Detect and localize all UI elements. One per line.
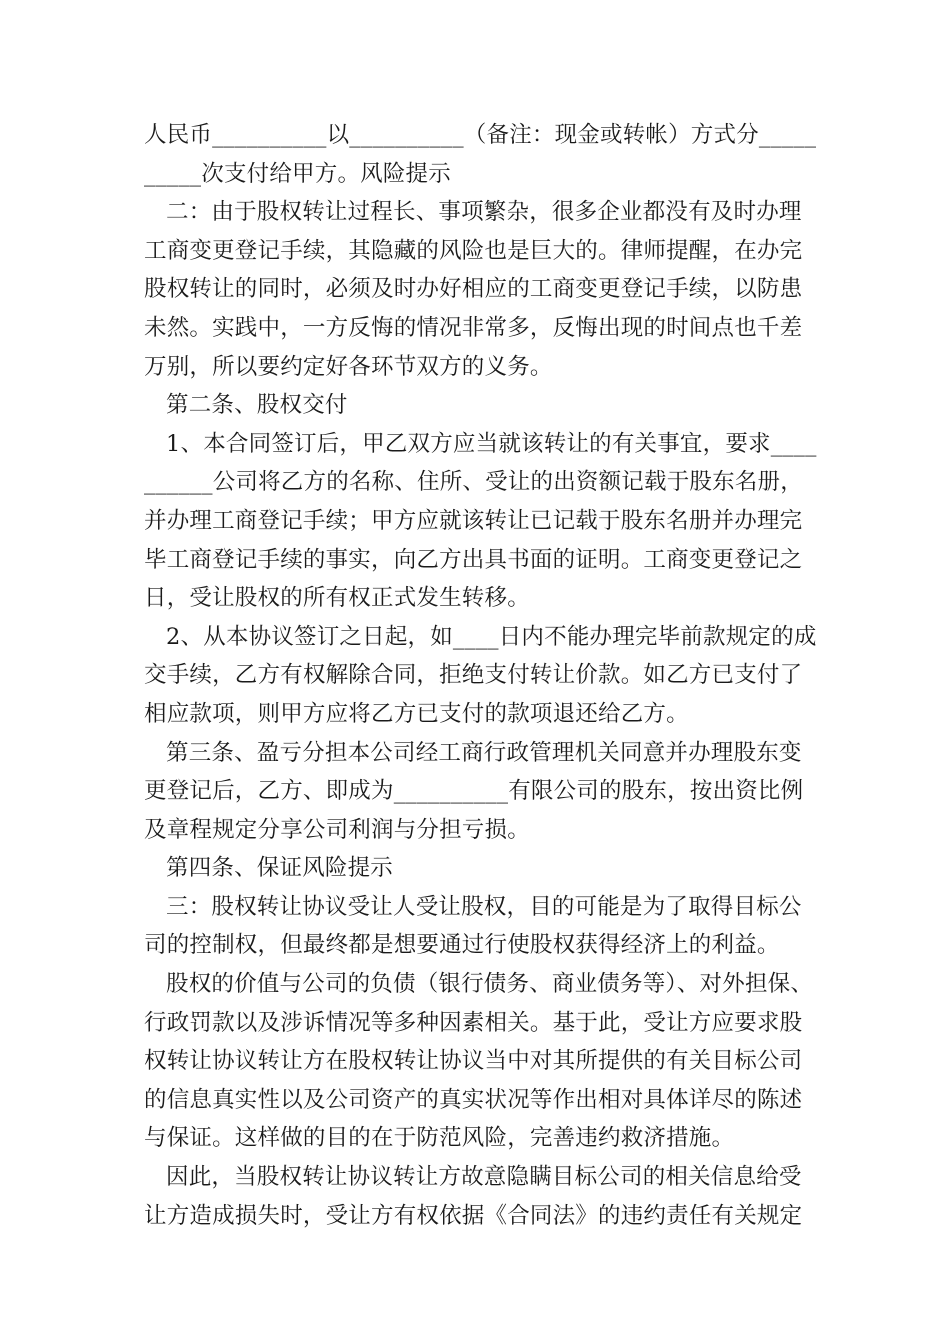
text-line: 股权的价值与公司的负债（银行债务、商业债务等）、对外担保、 xyxy=(166,971,814,998)
text-line: 毕工商登记手续的事实，向乙方出具书面的证明。工商变更登记之 xyxy=(144,546,803,573)
text-line: 行政罚款以及涉诉情况等多种因素相关。基于此，受让方应要求股 xyxy=(144,1009,803,1036)
text-line: 的信息真实性以及公司资产的真实状况等作出相对具体详尽的陈述 xyxy=(144,1086,803,1113)
text-line: 相应款项，则甲方应将乙方已支付的款项退还给乙方。 xyxy=(144,700,689,727)
text-line: 因此，当股权转让协议转让方故意隐瞒目标公司的相关信息给受 xyxy=(166,1164,802,1191)
text-line: 第二条、股权交付 xyxy=(166,392,348,419)
text-line: 司的控制权，但最终都是想要通过行使股权获得经济上的利益。 xyxy=(144,932,780,959)
text-line: 股权转让的同时，必须及时办好相应的工商变更登记手续，以防患 xyxy=(144,276,803,303)
text-line: 三：股权转让协议受让人受让股权，目的可能是为了取得目标公 xyxy=(166,893,802,920)
text-line: 日，受让股权的所有权正式发生转移。 xyxy=(144,585,530,612)
text-line: 万别，所以要约定好各环节双方的义务。 xyxy=(144,353,553,380)
text-line: 二：由于股权转让过程长、事项繁杂，很多企业都没有及时办理 xyxy=(166,199,802,226)
text-line: 未然。实践中，一方反悔的情况非常多，反悔出现的时间点也千差 xyxy=(144,314,803,341)
text-line: 及章程规定分享公司利润与分担亏损。 xyxy=(144,816,530,843)
text-line: 2、从本协议签订之日起，如____日内不能办理完毕前款规定的成 xyxy=(166,623,817,650)
text-line: 权转让协议转让方在股权转让协议当中对其所提供的有关目标公司 xyxy=(144,1048,803,1075)
text-line: 让方造成损失时，受让方有权依据《合同法》的违约责任有关规定 xyxy=(144,1202,803,1229)
text-line: 工商变更登记手续，其隐藏的风险也是巨大的。律师提醒，在办完 xyxy=(144,237,803,264)
text-line: 第四条、保证风险提示 xyxy=(166,855,394,882)
document-body xyxy=(144,116,817,1235)
text-line: 并办理工商登记手续；甲方应就该转让已记载于股东名册并办理完 xyxy=(144,507,803,534)
text-line: 人民币__________以__________（备注：现金或转帐）方式分_____ xyxy=(144,122,817,148)
text-line: 1、本合同签订后，甲乙双方应当就该转让的有关事宜，要求____ xyxy=(166,430,817,457)
text-line: _____次支付给甲方。风险提示 xyxy=(144,160,451,187)
text-line: 更登记后，乙方、即成为__________有限公司的股东，按出资比例 xyxy=(144,778,804,805)
text-line: 交手续，乙方有权解除合同，拒绝支付转让价款。如乙方已支付了 xyxy=(144,662,803,689)
text-line: 第三条、盈亏分担本公司经工商行政管理机关同意并办理股东变 xyxy=(166,739,802,766)
text-line: 与保证。这样做的目的在于防范风险，完善违约救济措施。 xyxy=(144,1125,735,1152)
text-line: ______公司将乙方的名称、住所、受让的出资额记载于股东名册， xyxy=(144,469,803,496)
